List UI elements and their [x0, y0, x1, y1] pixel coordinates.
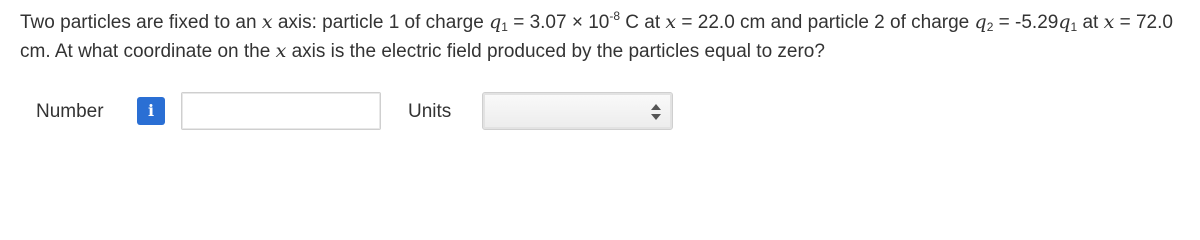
info-icon[interactable]: i: [137, 97, 165, 125]
question-text-segment: = 3.07 × 10: [507, 12, 610, 33]
question-text-segment: = 22.0 cm and particle 2 of charge: [676, 12, 975, 33]
variable-q: q: [1058, 11, 1071, 33]
question-text-segment: axis is the electric field produced by the particles equal to zero?: [286, 41, 825, 62]
variable-x: x: [275, 40, 287, 62]
exponent: -8: [609, 9, 621, 23]
variable-x: x: [1103, 11, 1115, 33]
question-line-2: [20, 37, 1190, 66]
number-input[interactable]: [181, 92, 381, 130]
subscript: 2: [986, 20, 994, 34]
variable-x: x: [261, 11, 273, 33]
units-select[interactable]: [482, 92, 673, 130]
up-down-arrows-icon: [651, 104, 661, 120]
variable-q: q: [489, 11, 502, 33]
question-text-segment: cm. At what coordinate on the: [20, 41, 276, 62]
question-text-segment: = -5.29: [993, 12, 1059, 33]
answer-row: [36, 91, 1186, 133]
question-text-segment: at: [1077, 12, 1104, 33]
question-text-segment: = 72.0: [1114, 12, 1173, 33]
question-line-1: [20, 8, 1190, 37]
variable-q: q: [974, 11, 987, 33]
variable-x: x: [665, 11, 677, 33]
subscript: 1: [1070, 20, 1078, 34]
units-label: Units: [408, 101, 452, 122]
subscript: 1: [501, 20, 508, 34]
question-text-segment: C at: [620, 12, 666, 33]
question-text: [20, 8, 1190, 66]
number-label: Number: [36, 101, 104, 122]
question-text-segment: Two particles are fixed to an: [20, 12, 262, 33]
question-text-segment: axis: particle 1 of charge: [272, 12, 490, 33]
